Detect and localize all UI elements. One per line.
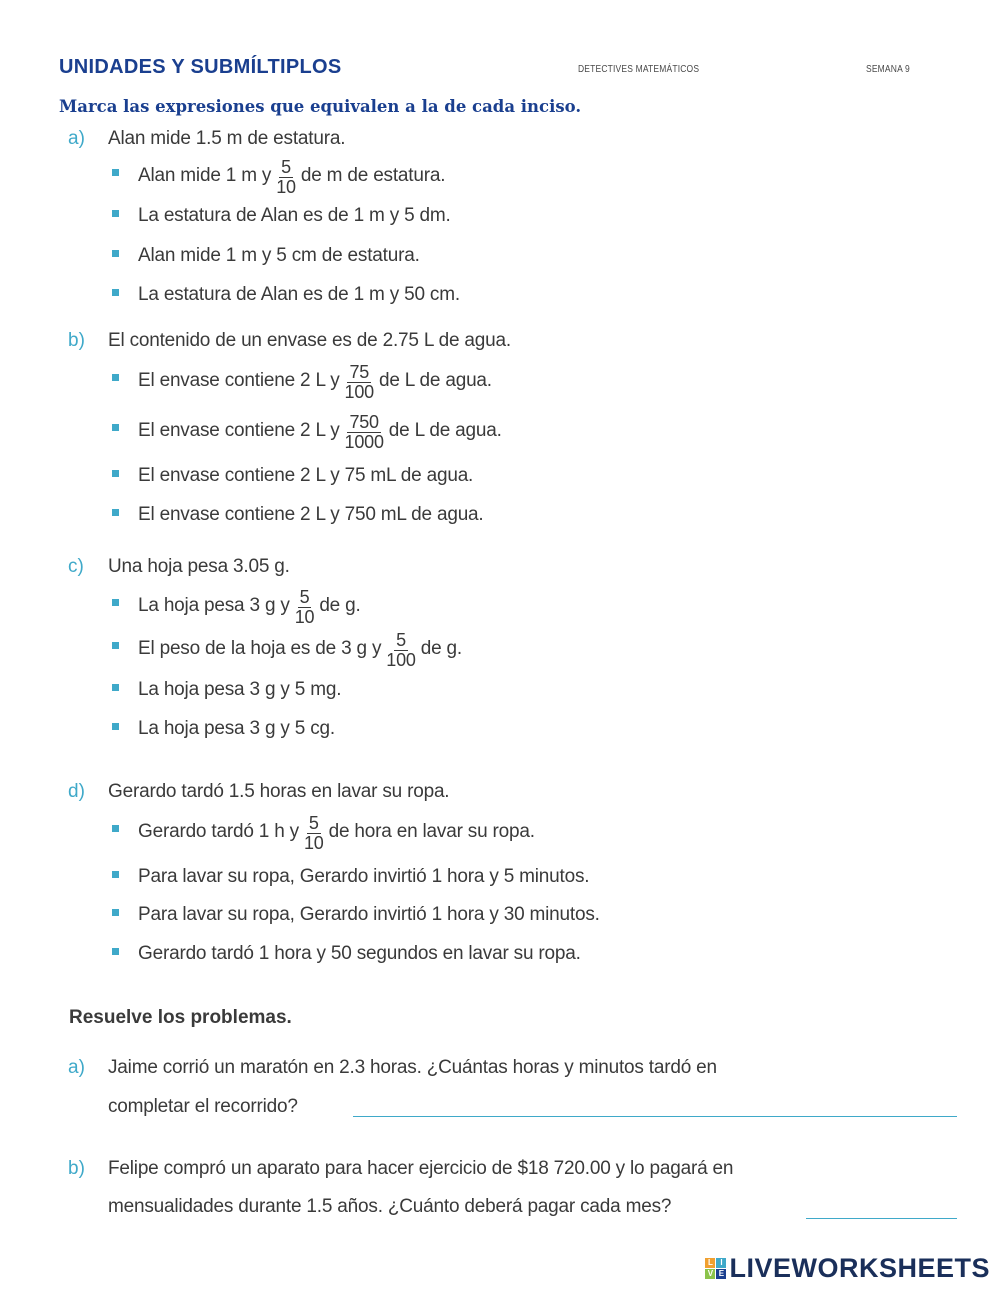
question-b-text: El contenido de un envase es de 2.75 L de agua. bbox=[108, 330, 511, 351]
problem-a-label: a) bbox=[68, 1057, 85, 1078]
bullet-icon bbox=[112, 169, 119, 176]
bullet-icon bbox=[112, 642, 119, 649]
question-c-option-4[interactable]: La hoja pesa 3 g y 5 cg. bbox=[112, 718, 335, 740]
question-c-option-3[interactable]: La hoja pesa 3 g y 5 mg. bbox=[112, 679, 341, 701]
fraction: $\frac{5}{10}$ bbox=[294, 587, 315, 627]
bullet-icon bbox=[112, 424, 119, 431]
question-b-label: b) bbox=[68, 330, 85, 351]
instruction-text: Marca las expresiones que equivalen a la de cada inciso. bbox=[59, 97, 582, 116]
liveworksheets-logo bbox=[705, 1253, 990, 1284]
header-week: SEMANA 9 bbox=[866, 64, 910, 75]
bullet-icon bbox=[112, 374, 119, 381]
fraction: $\frac{75}{100}$ bbox=[344, 362, 374, 402]
logo-mark-icon: L I V E bbox=[705, 1258, 726, 1279]
bullet-icon bbox=[112, 210, 119, 217]
problems-heading: Resuelve los problemas. bbox=[69, 1007, 292, 1028]
question-b-option-3[interactable]: El envase contiene 2 L y 75 mL de agua. bbox=[112, 465, 473, 487]
fraction: $\frac{5}{10}$ bbox=[303, 813, 324, 853]
bullet-icon bbox=[112, 684, 119, 691]
bullet-icon bbox=[112, 250, 119, 257]
header-subtitle: DETECTIVES MATEMÁTICOS bbox=[578, 64, 700, 75]
question-c-text: Una hoja pesa 3.05 g. bbox=[108, 556, 290, 577]
problem-a-line2: completar el recorrido? bbox=[108, 1096, 298, 1117]
question-a-option-4[interactable]: La estatura de Alan es de 1 m y 50 cm. bbox=[112, 284, 460, 306]
fraction: $\frac{5}{100}$ bbox=[386, 630, 416, 670]
bullet-icon bbox=[112, 948, 119, 955]
bullet-icon bbox=[112, 509, 119, 516]
logo-text: LIVEWORKSHEETS bbox=[729, 1253, 990, 1283]
bullet-icon bbox=[112, 825, 119, 832]
problem-a-line1: Jaime corrió un maratón en 2.3 horas. ¿Cuántas horas y minutos tardó en bbox=[108, 1057, 717, 1078]
problem-b-label: b) bbox=[68, 1158, 85, 1179]
bullet-icon bbox=[112, 871, 119, 878]
question-d-option-4[interactable]: Gerardo tardó 1 hora y 50 segundos en lavar su ropa. bbox=[112, 943, 581, 965]
fraction: $\frac{750}{1000}$ bbox=[344, 412, 384, 452]
question-b-option-1[interactable]: El envase contiene 2 L y $\frac{75}{100}$ de L de agua. bbox=[112, 361, 492, 400]
question-a-label: a) bbox=[68, 128, 85, 149]
question-a-text: Alan mide 1.5 m de estatura. bbox=[108, 128, 346, 149]
question-c-option-1[interactable]: La hoja pesa 3 g y $\frac{5}{10}$ de g. bbox=[112, 586, 361, 625]
bullet-icon bbox=[112, 289, 119, 296]
problem-b-line1: Felipe compró un aparato para hacer ejercicio de $18 720.00 y lo pagará en bbox=[108, 1158, 734, 1179]
bullet-icon bbox=[112, 723, 119, 730]
question-b-option-2[interactable]: El envase contiene 2 L y $\frac{750}{1000}$ de L de agua. bbox=[112, 411, 502, 450]
bullet-icon bbox=[112, 470, 119, 477]
question-c-option-2[interactable]: El peso de la hoja es de 3 g y $\frac{5}{100}$ de g. bbox=[112, 629, 462, 668]
question-d-option-3[interactable]: Para lavar su ropa, Gerardo invirtió 1 hora y 30 minutos. bbox=[112, 904, 600, 926]
question-d-label: d) bbox=[68, 781, 85, 802]
question-b-option-4[interactable]: El envase contiene 2 L y 750 mL de agua. bbox=[112, 504, 484, 526]
problem-b-line2: mensualidades durante 1.5 años. ¿Cuánto deberá pagar cada mes? bbox=[108, 1196, 672, 1217]
problem-b-answer-field[interactable] bbox=[806, 1218, 957, 1219]
question-a-option-1[interactable]: Alan mide 1 m y $\frac{5}{10}$ de m de estatura. bbox=[112, 156, 445, 195]
question-d-option-1[interactable]: Gerardo tardó 1 h y $\frac{5}{10}$ de hora en lavar su ropa. bbox=[112, 812, 535, 851]
bullet-icon bbox=[112, 909, 119, 916]
question-d-text: Gerardo tardó 1.5 horas en lavar su ropa. bbox=[108, 781, 450, 802]
question-c-label: c) bbox=[68, 556, 84, 577]
question-d-option-2[interactable]: Para lavar su ropa, Gerardo invirtió 1 hora y 5 minutos. bbox=[112, 866, 589, 888]
problem-a-answer-field[interactable] bbox=[353, 1116, 957, 1117]
page-title: UNIDADES Y SUBMÍLTIPLOS bbox=[59, 56, 342, 78]
bullet-icon bbox=[112, 599, 119, 606]
question-a-option-2[interactable]: La estatura de Alan es de 1 m y 5 dm. bbox=[112, 205, 451, 227]
fraction: $\frac{5}{10}$ bbox=[276, 157, 296, 197]
question-a-option-3[interactable]: Alan mide 1 m y 5 cm de estatura. bbox=[112, 245, 420, 267]
